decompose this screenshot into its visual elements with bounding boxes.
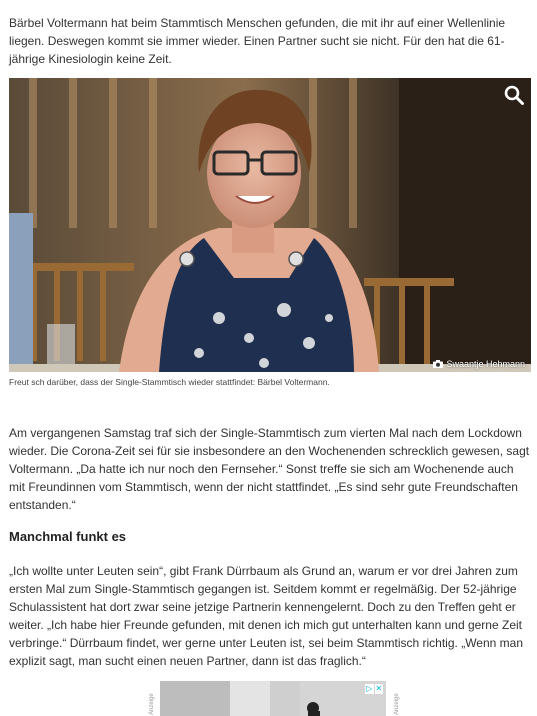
portrait-photo [9, 78, 531, 372]
svg-text:Anzeige: Anzeige [149, 693, 155, 715]
intro-paragraph: Bärbel Voltermann hat beim Stammtisch Menschen gefunden, die mit ihr auf einer Wellenlinie liegen. Deswegen kommt sie immer wieder. Einen Partner sucht sie nicht. Für den hat die 61-jährige Kinesiologin keine Zeit. [9, 16, 506, 66]
photo-credit [433, 359, 525, 369]
ad-side-label-right [391, 686, 401, 716]
photo-credit-text: Swaantje Hehmann [446, 359, 525, 369]
ad-controls[interactable] [365, 684, 383, 694]
ad-info-icon[interactable]: ▷ [366, 684, 373, 693]
advertisement-banner[interactable] [160, 681, 386, 716]
camera-icon [433, 360, 443, 368]
ad-image [160, 681, 386, 716]
zoom-button[interactable] [503, 84, 525, 106]
body-paragraph-2: „Ich wollte unter Leuten sein“, gibt Frank Dürrbaum als Grund an, warum er vor drei Jahren zum ersten Mal zum Single-Stammtisch gegangen ist. Seitdem kommt er regelmäßig. Der 52-jährige Schulassistent hat dort zwar seine jetzige Partnerin kennengelernt. Doch zu den Treffen geht er weiter. „Ich habe hier Freunde gefunden, mit denen ich mich gut unterhalten kann und gerne Zeit verbringe.“ Dürrbaum findet, wer gerne unter Leuten ist, sei beim Stammtisch richtig. „Wenn man explizit sagt, man sucht einen neuen Partner, dann ist das fraglich.“ [9, 564, 523, 668]
image-caption: Freut sch darüber, dass der Single-Stammtisch wieder stattfindet: Bärbel Voltermann. [9, 377, 330, 387]
subheading: Manchmal funkt es [9, 529, 127, 544]
svg-text:Anzeige: Anzeige [394, 693, 400, 715]
ad-side-label-left [146, 686, 156, 716]
body-paragraph-1: Am vergangenen Samstag traf sich der Single-Stammtisch zum vierten Mal nach dem Lockdown wieder. Die Corona-Zeit sei für sie insbesondere an den Wochenenden schrecklich gewesen, sagt Voltermann. „Da hatte ich nur noch den Fernseher.“ Sonst treffe sie sich am Wochenende auch mit Freundinnen vom Stammtisch, wenn der nicht stattfindet. „Es sind sehr gute Freundschaften entstanden.“ [9, 426, 530, 512]
article-image[interactable] [9, 78, 531, 372]
search-icon [503, 84, 525, 106]
ad-close-icon[interactable]: ✕ [375, 684, 383, 693]
